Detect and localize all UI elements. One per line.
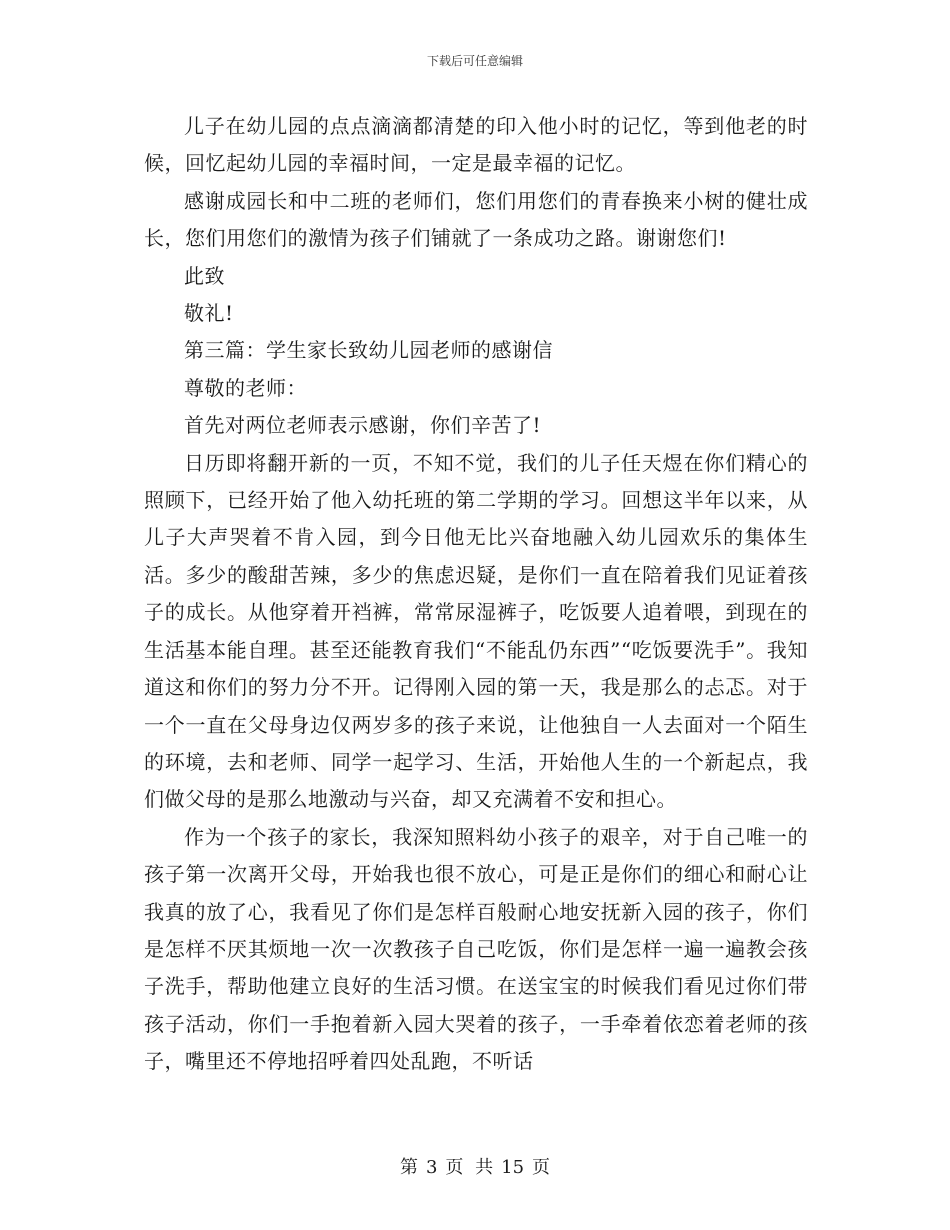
paragraph-main-1: 日历即将翻开新的一页，不知不觉，我们的儿子任天煜在你们精心的照顾下，已经开始了他入幼托班的第二学期的学习。回想这半年以来，从儿子大声哭着不肯入园，到今日他无比兴奋地融入幼儿园欢乐的集体生活。多少的酸甜苦辣，多少的焦虑迟疑，是你们一直在陪着我们见证着孩子的成长。从他穿着开裆裤，常常尿湿裤子，吃饭要人追着喂，到现在的生活基本能自理。甚至还能教育我们“不能乱仍东西”“吃饭要洗手”。我知道这和你们的努力分不开。记得刚入园的第一天，我是那么的忐忑。对于一个一直在父母身边仅两岁多的孩子来说，让他独自一人去面对一个陌生的环境，去和老师、同学一起学习、生活，开始他人生的一个新起点，我们做父母的是那么地激动与兴奋，却又充满着不安和担心。 (144, 450, 808, 812)
footer-page-number: 3 (425, 1157, 438, 1178)
paragraph-thanks: 首先对两位老师表示感谢，你们辛苦了! (184, 413, 542, 438)
document-body (144, 108, 808, 1081)
salutation-jingli: 敬礼! (184, 301, 234, 326)
footer-middle: 页 共 (445, 1157, 494, 1178)
footer-total-pages: 15 (501, 1157, 525, 1178)
paragraph-2: 感谢成园长和中二班的老师们，您们用您们的青春换来小树的健壮成长，您们用您们的激情为孩子们铺就了一条成功之路。谢谢您们! (144, 188, 808, 251)
paragraph-1: 儿子在幼儿园的点点滴滴都清楚的印入他小时的记忆，等到他老的时候，回忆起幼儿园的幸福时间，一定是最幸福的记忆。 (144, 114, 808, 176)
page-footer (0, 1153, 950, 1179)
salutation-cizhi: 此致 (184, 263, 225, 288)
page-header: 下载后可任意编辑 (426, 54, 523, 68)
footer-suffix: 页 (532, 1157, 551, 1178)
paragraph-main-2: 作为一个孩子的家长，我深知照料幼小孩子的艰辛，对于自己唯一的孩子第一次离开父母，开始我也很不放心，可是正是你们的细心和耐心让我真的放了心，我看见了你们是怎样百般耐心地安抚新入园的孩子，你们是怎样不厌其烦地一次一次教孩子自己吃饭，你们是怎样一遍一遍教会孩子洗手，帮助他建立良好的生活习惯。在送宝宝的时候我们看见过你们带孩子活动，你们一手抱着新入园大哭着的孩子，一手牵着依恋着老师的孩子，嘴里还不停地招呼着四处乱跑，不听话 (144, 824, 808, 1074)
footer-prefix: 第 (399, 1157, 418, 1178)
letter-greeting: 尊敬的老师： (184, 375, 307, 400)
section-title: 第三篇：学生家长致幼儿园老师的感谢信 (184, 338, 553, 363)
